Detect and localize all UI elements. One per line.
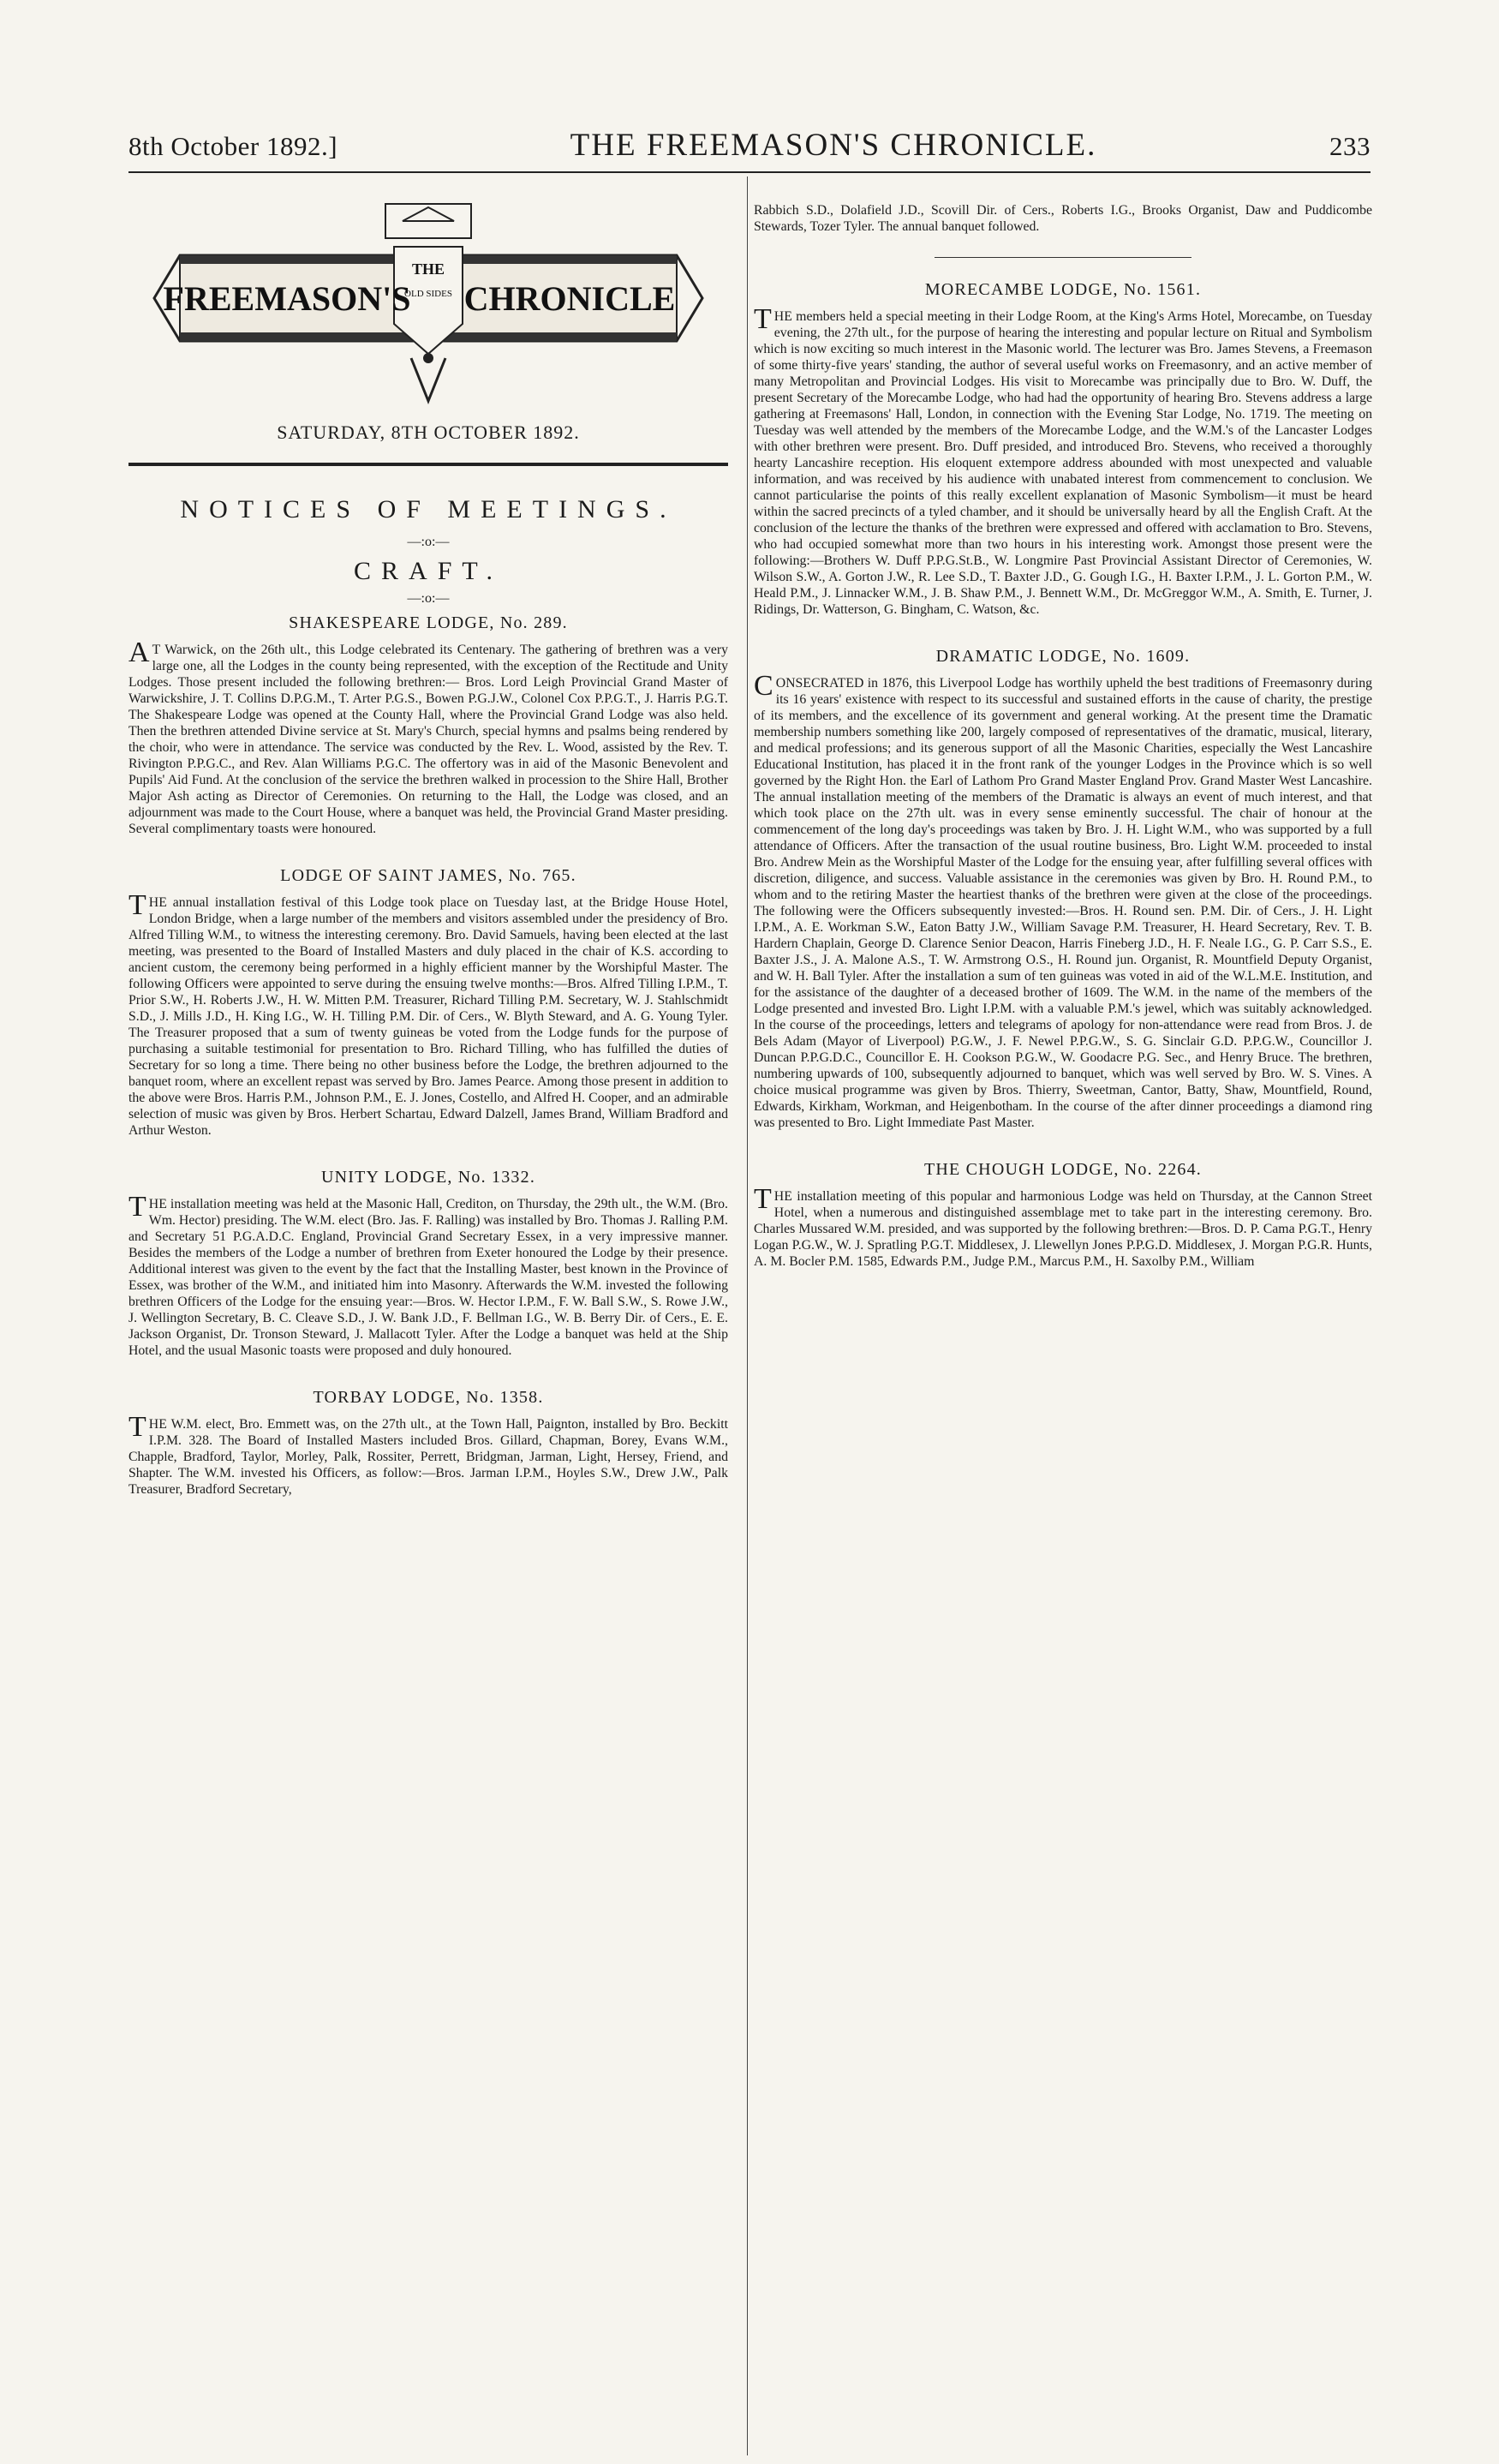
article-dramatic-lodge: [754, 647, 1372, 1131]
masthead-word-left: FREEMASON'S: [163, 279, 411, 318]
article-title: THE CHOUGH LODGE, No. 2264.: [923, 1160, 1203, 1179]
article-lodge-of-saint-james: [128, 866, 728, 1139]
article-shakespeare-lodge: [128, 613, 728, 837]
article-body: THE W.M. elect, Bro. Emmett was, on the 27th ult., at the Town Hall, Paignton, installed by Bro. Beckitt I.P.M. 328. The Board of Installed Masters included Bros. Gillard, Chapman, Borey, Evans W.M., Chapple, Bradford, Taylor, Morley, Palk, Rossiter, Perrett, Bridgman, Jarman, Light, Hersey, Friend, and Shapter. The W.M. invested his Officers, as follow:—Bros. Jarman I.P.M., Hoyles S.W., Drew J.W., Palk Treasurer, Bradford Secretary,: [128, 1411, 728, 1497]
article-body: THE annual installation festival of this Lodge took place on Tuesday last, at the Bridge House Hotel, London Bridge, when a large number of the members and visitors assembled under the presidency of Bro. Alfred Tilling W.M., to witness the interesting ceremony. Bro. David Samuels, having been elected at the last meeting, was presented to the Board of Installed Masters and duly placed in the chair of K.S. according to ancient custom, the ceremony being performed in a highly efficient manner by the Worshipful Master. The following Officers were appointed to serve during the ensuing twelve months:—Bros. Alfred Tilling I.P.M., T. Prior S.W., H. Roberts J.W., H. W. Mitten P.M. Treasurer, Richard Tilling P.M. Secretary, W. J. Stahlschmidt S.D., J. Mills J.D., H. King I.G., W. H. Tilling P.M. Dir. of Cers., W. Blyth Steward, and A. G. Young Tyler. The Treasurer proposed that a sum of twenty guineas be voted from the Lodge funds for the purpose of purchasing a suitable testimonial for presentation to Bro. Richard Tilling, who has fulfilled the duties of Secretary for so long a time. There being no other business before the Lodge, the brethren adjourned to the banquet room, where an excellent repast was served by Bro. James Pearce. Among those present in addition to the above were Bros. Harris P.M., Johnson P.M., E. J. Jones, Costello, and Alfred H. Cooper, and an admirable selection of music was given by Bros. Herbert Schartau, Edward Dalzell, James Brand, William Bradford and Arthur Weston.: [128, 889, 728, 1138]
header-rule: [128, 171, 1371, 173]
masthead-word-right: CHRONICLE: [463, 279, 676, 318]
article-title: SHAKESPEARE LODGE, No. 289.: [289, 613, 568, 632]
notices-heading: NOTICES OF MEETINGS.: [180, 495, 677, 523]
article-body: AT Warwick, on the 26th ult., this Lodge celebrated its Centenary. The gathering of brethren was a very large one, all the Lodges in the county being represented, with the exception of the Rectitude and Unity Lodges. Those present included the following brethren:— Bros. Lord Leigh Provincial Grand Master of Warwickshire, J. T. Collins D.P.G.M., T. Arter P.G.S., Bowen P.G.J.W., Colonel Cox P.P.G.T., J. Harris P.G.T. The Shakespeare Lodge was opened at the County Hall, where the Provincial Grand Lodge was also held. Then the brethren attended Divine service at St. Mary's Church, special hymns and psalms being rendered by the choir, who were in attendance. The service was conducted by the Rev. L. Wood, assisted by the Rev. T. Rivington P.P.G.C., and Rev. Alan Williams P.G.C. The offertory was in aid of the Masonic Benevolent and Pupils' Aid Fund. At the conclusion of the service the brethren walked in procession to the Shire Hall, Brother Major Ash acting as Director of Ceremonies. On returning to the Hall, the Lodge was closed, and an adjournment was made to the Court House, where a banquet was held, the Provincial Grand Master presiding. Several complimentary toasts were honoured.: [128, 637, 728, 836]
article-torbay-continued: [754, 202, 1372, 235]
craft-heading: CRAFT.: [354, 557, 503, 585]
ornament-2: —:o:—: [407, 591, 450, 606]
article-title: TORBAY LODGE, No. 1358.: [313, 1388, 544, 1407]
section-rule: [935, 257, 1191, 258]
article-body: THE installation meeting was held at the Masonic Hall, Crediton, on Thursday, the 29th ult., the W.M. (Bro. Wm. Hector) presiding. The W.M. elect (Bro. Jas. F. Ralling) was installed by Bro. Thomas J. Ralling P.M. and Secretary 51 P.G.A.D.C. England, Provincial Grand Secretary Essex, in a very impressive manner. Besides the members of the Lodge a number of brethren from Exeter honoured the Lodge by their presence. Additional interest was given to the event by the fact that the Installing Master, best known in the Province of Essex, was brother of the W.M., and initiated him into Masonry. Afterwards the W.M. invested the following brethren Officers of the Lodge for the ensuing year:—Bros. W. Hector I.P.M., F. W. Ball S.W., S. Rowe J.W., J. Wellington Secretary, B. C. Cleave S.D., J. W. Bank J.D., F. Bellman I.G., W. B. Berry Dir. of Cers., E. E. Jackson Organist, Dr. Tronson Steward, J. Mallacott Tyler. After the Lodge a banquet was held at the Ship Hotel, and the usual Masonic toasts were proposed and duly honoured.: [128, 1191, 728, 1358]
article-chough-lodge: [754, 1160, 1372, 1270]
masthead-center-bottom: OLD SIDES: [404, 289, 452, 299]
article-unity-lodge: [128, 1168, 728, 1359]
article-title: UNITY LODGE, No. 1332.: [320, 1168, 536, 1187]
header-title: THE FREEMASON'S CHRONICLE.: [570, 128, 1097, 163]
article-body: Rabbich S.D., Dolafield J.D., Scovill Dir. of Cers., Roberts I.G., Brooks Organist, Daw and Puddicombe Stewards, Tozer Tyler. The annual banquet followed.: [754, 203, 1372, 234]
masthead-banner-graphic: [146, 195, 711, 410]
article-torbay-lodge: [128, 1388, 728, 1498]
left-column: [128, 195, 728, 1498]
masthead-center-top: THE: [411, 260, 445, 278]
masthead-rule: [128, 463, 728, 466]
article-body: CONSECRATED in 1876, this Liverpool Lodge has worthily upheld the best traditions of Freemasonry during its 16 years' existence with respect to its successful and sustained efforts in the cause of charity, the prestige of its members, and the excellence of its government and general working. At the present time the Dramatic membership numbers something like 200, largely composed of representatives of the dramatic, musical, literary, and medical professions; and its generous support of all the Masonic Charities, especially the West Lancashire Educational Institution, has placed it in the front rank of the younger Lodges in the Province which is so well governed by the Right Hon. the Earl of Lathom Pro Grand Master England Prov. Grand Master West Lancashire. The annual installation meeting of the members of the Dramatic is always an event of much interest, and that which took place on the 27th ult. was in every sense eminently successful. The chair of honour at the commencement of the long day's proceedings was taken by Bro. J. H. Light W.M., who was supported by a full attendance of Officers. After the transaction of the usual routine business, Bro. Light W.M. proceeded to instal Bro. Andrew Mein as the Worshipful Master of the Lodge for the ensuing year, after fulfilling several offices with discretion, diligence, and success. Valuable assistance in the ceremonies was given by Bro. H. Round P.M., to whom and to the retiring Master the heartiest thanks of the brethren were given at the close of the proceedings. The following were the Officers subsequently invested:—Bros. H. Round sen. P.M. Dir. of Cers., J. H. Light I.P.M., A. E. Workman S.W., Eaton Batty J.W., William Savage P.M. Treasurer, H. Heard Secretary, Rev. T. B. Hardern Chaplain, George D. Clarence Senior Deacon, Harris Fineberg J.D., H. F. Neale I.G., G. P. Carr S.S., E. Baxter J.S., J. A. Malone A.S., T. W. Armstrong O.S., H. Round jun. Organist, R. Mountfield Deputy Organist, and W. H. Ball Tyler. After the installation a sum of ten guineas was voted in aid of the W.L.M.E. Institution, and for the assistance of the daughter of a deceased brother of 1609. The W.M. in the name of the members of the Lodge presented and invested Bro. Light I.P.M. with a valuable P.M.'s jewel, which was suitably acknowledged. In the course of the proceedings, letters and telegrams of apology for non-attendance were read from Bros. J. de Bels Adam (Mayor of Liverpool) P.G.W., J. F. Newel P.P.G.W., S. G. Sinclair G.D. P.P.G.W., Councillor J. Duncan P.P.G.D.C., Councillor E. H. Cookson P.G.W., W. Goodacre P.G. Sec., and Henry Bruce. The brethren, numbering upwards of 100, subsequently adjourned to banquet, which was well served by Bro. W. S. Vines. A choice musical programme was given by Bros. Thierry, Sweetman, Cantor, Batty, Shaw, Mountfield, Round, Edwards, Kirkham, Workman, and Heigenbotham. In the course of the after dinner proceedings a diamond ring was presented to Bro. Light Immediate Past Master.: [754, 670, 1372, 1130]
article-body: THE installation meeting of this popular and harmonious Lodge was held on Thursday, at the Cannon Street Hotel, when a numerous and distinguished assemblage met to take part in the interesting ceremony. Bro. Charles Mussared W.M. presided, and was supported by the following brethren:—Bros. D. P. Cama P.G.T., Henry Logan P.G.W., W. J. Spratling P.G.T. Middlesex, J. Llewellyn Jones P.P.G.D. Middlesex, J. Morgan P.G.R. Hunts, A. M. Bocler P.M. 1585, Edwards P.M., Judge P.M., Marcus P.M., H. Saxolby P.M., William: [754, 1183, 1372, 1269]
column-divider: [747, 176, 748, 2455]
issue-date: SATURDAY, 8TH OCTOBER 1892.: [277, 422, 580, 443]
article-title: DRAMATIC LODGE, No. 1609.: [935, 647, 1191, 666]
article-title: LODGE OF SAINT JAMES, No. 765.: [280, 866, 576, 885]
ornament-1: —:o:—: [407, 535, 450, 549]
running-header: [128, 127, 1371, 164]
article-title: MORECAMBE LODGE, No. 1561.: [924, 280, 1202, 299]
article-morecambe-lodge: [754, 280, 1372, 618]
header-page-number: 233: [1329, 131, 1371, 161]
header-date: 8th October 1892.]: [128, 131, 338, 161]
article-body: THE members held a special meeting in their Lodge Room, at the King's Arms Hotel, Morecambe, on Tuesday evening, the 27th ult., for the purpose of hearing the interesting and popular lecture on Ritual and Symbolism which is now exciting so much interest in the Masonic world. The lecturer was Bro. James Stevens, a Freemason of some thirty-five years' standing, the author of several useful works on Freemasonry, and an active member of many Metropolitan and Provincial Lodges. His visit to Morecambe was principally due to Bro. W. Duff, the present Secretary of the Morecambe Lodge, who had had the opportunity of hearing Bro. Stevens address a large gathering at Freemasons' Hall, London, in connection with the Evening Star Lodge, No. 1719. The meeting on Tuesday was well attended by the members of the Morecambe Lodge, and the W.M.'s of the Lancaster Lodges with other brethren were present. Bro. Duff presided, and introduced Bro. Stevens, who received a thoroughly hearty Lancashire reception. His eloquent extempore address abounded with most unexpected and valuable information, and was received by his audience with unabated interest from commencement to conclusion. We cannot particularise the points of this really excellent explanation of Masonic Symbolism—it must be heard within the sacred precincts of a tyled chamber, and it should be universally heard by all the English Craft. At the conclusion of the lecture the thanks of the brethren were expressed and offered with acclamation to Bro. Stevens, who had occupied somewhat more than two hours in his interesting work. Amongst those present were the following:—Brothers W. Duff P.P.G.St.B., W. Longmire Past Provincial Assistant Director of Ceremonies, W. Wilson S.W., A. Gorton J.W., R. Lee S.D., T. Baxter J.D., G. Gough I.G., H. Baxter I.P.M., J. L. Gorton P.M., W. Heald P.M., J. Linnacker W.M., J. B. Shaw P.M., J. Bennett W.M., Dr. McGreggor W.M., A. Smith, E. Turner, J. Ridings, Dr. Watterson, G. Bingham, C. Watson, &c.: [754, 303, 1372, 617]
masthead-logo: [146, 195, 711, 410]
right-column: [754, 202, 1372, 1270]
